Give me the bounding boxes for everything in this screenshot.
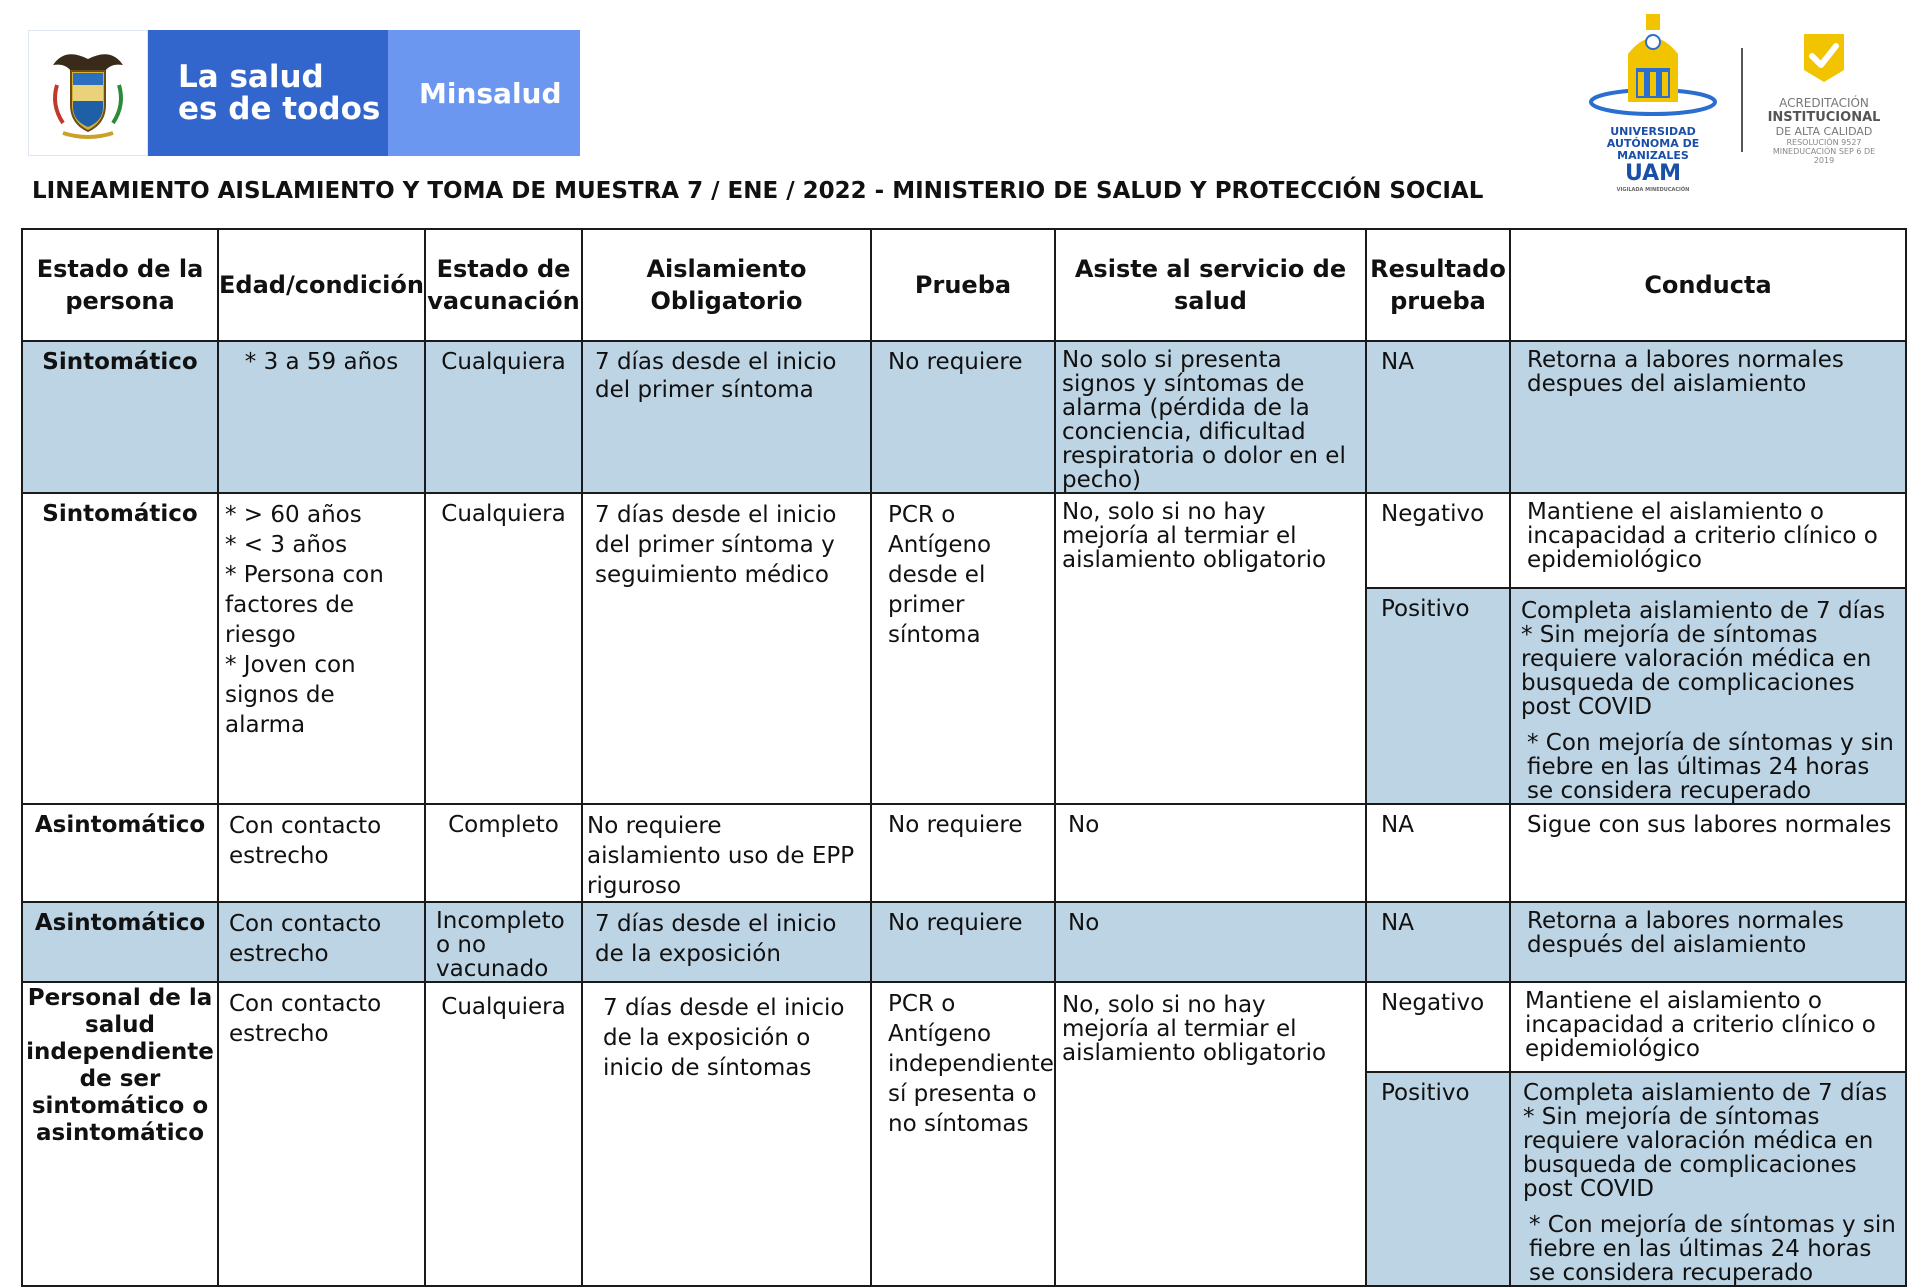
cell-asiste: No solo si presenta signos y síntomas de alarma (pérdida de la conciencia, dificultad respiratoria o dolor en el pecho) <box>1055 341 1366 493</box>
cell-vacunacion: Cualquiera <box>425 341 582 493</box>
cell-prueba: No requiere <box>871 902 1055 982</box>
cell-vacunacion: Incompleto o no vacunado <box>425 902 582 982</box>
minsalud-label: Minsalud <box>388 30 580 156</box>
cell-prueba: PCR o Antígeno independiente sí presenta o no síntomas <box>871 982 1055 1286</box>
cell-aislamiento: 7 días desde el inicio del primer síntoma <box>582 341 871 493</box>
cell-resultado-positivo: Positivo <box>1366 1072 1510 1286</box>
cell-resultado-negativo: Negativo <box>1366 493 1510 588</box>
edad-item: * < 3 años <box>225 532 348 558</box>
accreditation-seal <box>1764 30 1884 170</box>
accreditation-line-1: ACREDITACIÓN <box>1779 96 1869 110</box>
check-badge-icon <box>1798 30 1850 86</box>
cell-estado: Personal de la salud independiente de ser sintomático o asintomático <box>22 982 218 1286</box>
header-vacunacion: Estado de vacunación <box>425 229 582 341</box>
uam-footer: VIGILADA MINEDUCACIÓN <box>1616 187 1690 193</box>
cell-asiste: No <box>1055 804 1366 902</box>
uam-line-3: MANIZALES <box>1617 149 1689 162</box>
cell-asiste: No, solo si no hay mejoría al termiar el aislamiento obligatorio <box>1055 493 1366 804</box>
edad-item: * > 60 años <box>225 502 362 528</box>
cell-aislamiento: 7 días desde el inicio de la exposición o inicio de síntomas <box>582 982 871 1286</box>
header-estado: Estado de la persona <box>22 229 218 341</box>
uam-logo <box>1588 12 1718 193</box>
conducta-line: * Sin mejoría de síntomas requiere valoración médica en busqueda de complicaciones post COVID <box>1523 1104 1874 1202</box>
header-aislamiento: Aislamiento Obligatorio <box>582 229 871 341</box>
cell-edad: Con contacto estrecho <box>218 902 425 982</box>
isolation-guidelines-table <box>21 228 1907 1287</box>
cell-conducta-positivo <box>1510 1072 1906 1286</box>
conducta-line: Completa aislamiento de 7 días <box>1523 1080 1888 1106</box>
cell-edad: Con contacto estrecho <box>218 804 425 902</box>
document-title: LINEAMIENTO AISLAMIENTO Y TOMA DE MUESTRA 7 / ENE / 2022 - MINISTERIO DE SALUD Y PROTECCIÓN SOCIAL <box>32 178 1484 204</box>
cell-conducta: Retorna a labores normales despues del aislamiento <box>1510 341 1906 493</box>
cell-estado: Sintomático <box>22 341 218 493</box>
cell-prueba: No requiere <box>871 341 1055 493</box>
slogan <box>148 30 388 156</box>
conducta-line: Completa aislamiento de 7 días <box>1521 598 1886 624</box>
cell-resultado: NA <box>1366 902 1510 982</box>
cell-resultado: NA <box>1366 341 1510 493</box>
cell-estado: Sintomático <box>22 493 218 804</box>
edad-item: * Persona con factores de riesgo <box>225 562 384 648</box>
conducta-line: * Con mejoría de síntomas y sin fiebre en las últimas 24 horas se considera recuperado <box>1529 1212 1896 1286</box>
conducta-line: * Sin mejoría de síntomas requiere valoración médica en busqueda de complicaciones post COVID <box>1521 622 1872 720</box>
minsalud-banner <box>28 30 580 156</box>
table-header-row <box>22 229 1906 341</box>
accreditation-line-4: RESOLUCIÓN 9527 <box>1786 138 1862 147</box>
header-conducta: Conducta <box>1510 229 1906 341</box>
cell-conducta-negativo: Mantiene el aislamiento o incapacidad a criterio clínico o epidemiológico <box>1510 493 1906 588</box>
cell-prueba: PCR o Antígeno desde el primer síntoma <box>871 493 1055 804</box>
cell-vacunacion: Completo <box>425 804 582 902</box>
accreditation-line-2: INSTITUCIONAL <box>1767 110 1881 125</box>
uam-acronym: UAM <box>1624 161 1682 186</box>
cell-vacunacion: Cualquiera <box>425 493 582 804</box>
header-resultado: Resultado prueba <box>1366 229 1510 341</box>
logo-divider <box>1741 48 1743 152</box>
edad-item: * Joven con signos de alarma <box>225 652 356 738</box>
uam-building-icon <box>1588 12 1718 122</box>
cell-aislamiento: 7 días desde el inicio del primer síntoma y seguimiento médico <box>582 493 871 804</box>
table-row <box>22 341 1906 493</box>
cell-aislamiento: No requiere aislamiento uso de EPP riguroso <box>582 804 871 902</box>
accreditation-line-3: DE ALTA CALIDAD <box>1775 125 1873 138</box>
coat-of-arms-icon <box>45 45 131 141</box>
slogan-line-1: La salud <box>178 59 324 95</box>
cell-asiste: No, solo si no hay mejoría al termiar el aislamiento obligatorio <box>1055 982 1366 1286</box>
cell-estado: Asintomático <box>22 804 218 902</box>
cell-vacunacion: Cualquiera <box>425 982 582 1286</box>
cell-resultado: NA <box>1366 804 1510 902</box>
cell-resultado-negativo: Negativo <box>1366 982 1510 1072</box>
cell-resultado-positivo: Positivo <box>1366 588 1510 804</box>
cell-estado: Asintomático <box>22 902 218 982</box>
table-row <box>22 493 1906 588</box>
uam-line-1: UNIVERSIDAD <box>1610 125 1696 138</box>
cell-aislamiento: 7 días desde el inicio de la exposición <box>582 902 871 982</box>
slogan-line-2: es de todos <box>178 91 381 127</box>
colombia-crest-logo <box>28 30 148 156</box>
header-prueba: Prueba <box>871 229 1055 341</box>
table-row <box>22 804 1906 902</box>
cell-conducta-positivo <box>1510 588 1906 804</box>
cell-prueba: No requiere <box>871 804 1055 902</box>
accreditation-line-5: MINEDUCACIÓN SEP 6 DE 2019 <box>1772 147 1876 165</box>
table-row <box>22 982 1906 1072</box>
cell-edad: * 3 a 59 años <box>218 341 425 493</box>
conducta-line: * Con mejoría de síntomas y sin fiebre en las últimas 24 horas se considera recuperado <box>1527 730 1894 804</box>
uam-line-2: AUTÓNOMA DE <box>1606 137 1700 150</box>
cell-conducta-negativo: Mantiene el aislamiento o incapacidad a criterio clínico o epidemiológico <box>1510 982 1906 1072</box>
cell-edad <box>218 493 425 804</box>
header-edad: Edad/condición <box>218 229 425 341</box>
table-row <box>22 902 1906 982</box>
header-asiste: Asiste al servicio de salud <box>1055 229 1366 341</box>
cell-asiste: No <box>1055 902 1366 982</box>
cell-conducta: Retorna a labores normales después del aislamiento <box>1510 902 1906 982</box>
cell-conducta: Sigue con sus labores normales <box>1510 804 1906 902</box>
cell-edad: Con contacto estrecho <box>218 982 425 1286</box>
